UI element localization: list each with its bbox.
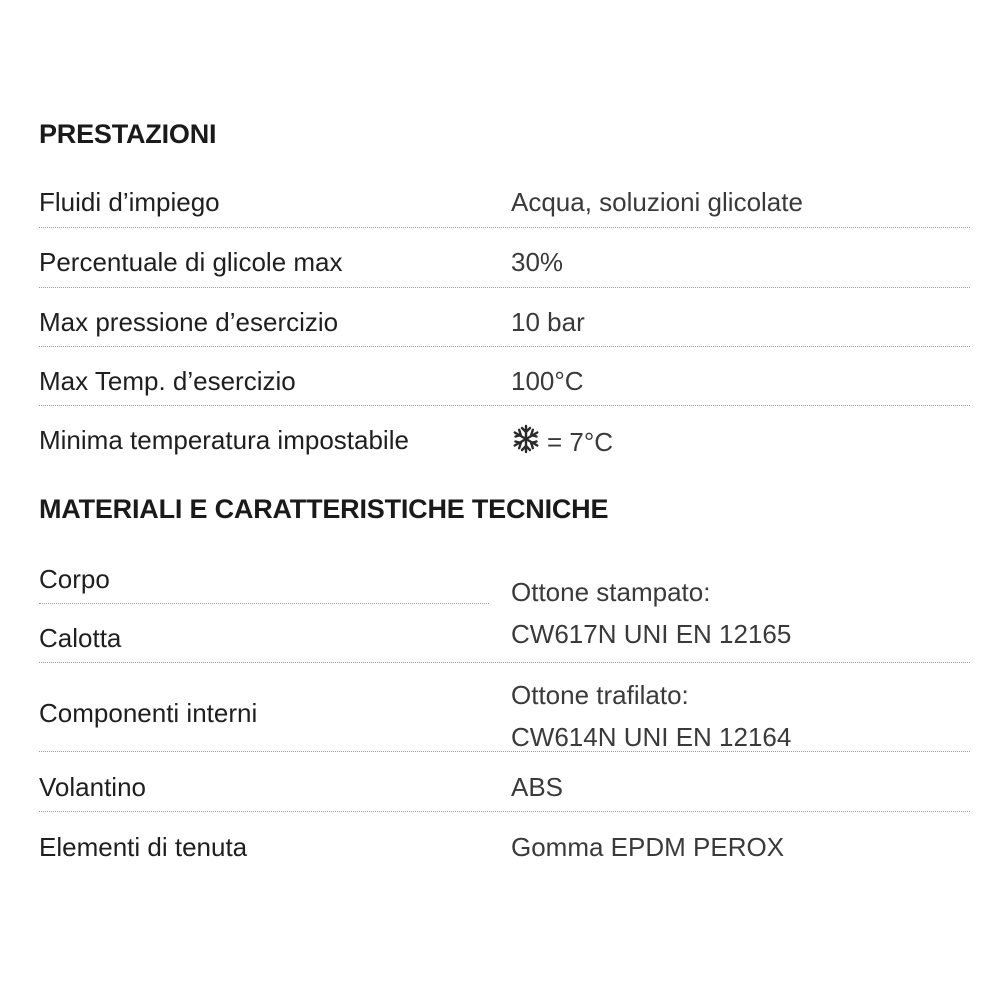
row-value-tenuta: Gomma EPDM PEROX	[511, 832, 785, 862]
row-label-calotta: Calotta	[39, 623, 122, 653]
row-divider	[39, 811, 970, 812]
value-line: CW614N UNI EN 12164	[511, 722, 792, 752]
value-line: Ottone trafilato:	[511, 680, 689, 710]
row-divider	[39, 227, 970, 228]
row-label-volantino: Volantino	[39, 772, 146, 802]
row-divider	[39, 751, 970, 752]
row-label-tenuta: Elementi di tenuta	[39, 832, 248, 862]
row-value-pressione: 10 bar	[511, 307, 585, 337]
row-label-glicole: Percentuale di glicole max	[39, 247, 343, 277]
section-title-materiali: MATERIALI E CARATTERISTICHE TECNICHE	[39, 494, 609, 524]
snowflake-icon	[511, 424, 541, 454]
row-label-corpo: Corpo	[39, 564, 110, 594]
row-divider	[39, 346, 970, 347]
value-line: Ottone stampato:	[511, 577, 711, 607]
row-value-volantino: ABS	[511, 772, 564, 802]
row-value-temp: 100°C	[511, 366, 584, 396]
row-label-componenti: Componenti interni	[39, 698, 258, 728]
section-title-prestazioni: PRESTAZIONI	[39, 119, 217, 149]
row-label-pressione: Max pressione d’esercizio	[39, 307, 339, 337]
value-line: CW617N UNI EN 12165	[511, 619, 792, 649]
row-divider	[39, 287, 970, 288]
row-label-fluidi: Fluidi d’impiego	[39, 187, 220, 217]
row-divider	[39, 662, 970, 663]
row-divider	[39, 405, 970, 406]
merged-value-ottone-trafilato	[511, 674, 791, 758]
row-divider	[39, 603, 489, 604]
row-label-min-temp: Minima temperatura impostabile	[39, 425, 409, 455]
min-temp-text: = 7°C	[547, 427, 614, 457]
row-value-glicole: 30%	[511, 247, 564, 277]
row-value-fluidi: Acqua, soluzioni glicolate	[511, 187, 803, 217]
row-label-temp: Max Temp. d’esercizio	[39, 366, 296, 396]
row-value-min-temp	[511, 424, 613, 455]
merged-value-ottone-stampato	[511, 571, 791, 655]
